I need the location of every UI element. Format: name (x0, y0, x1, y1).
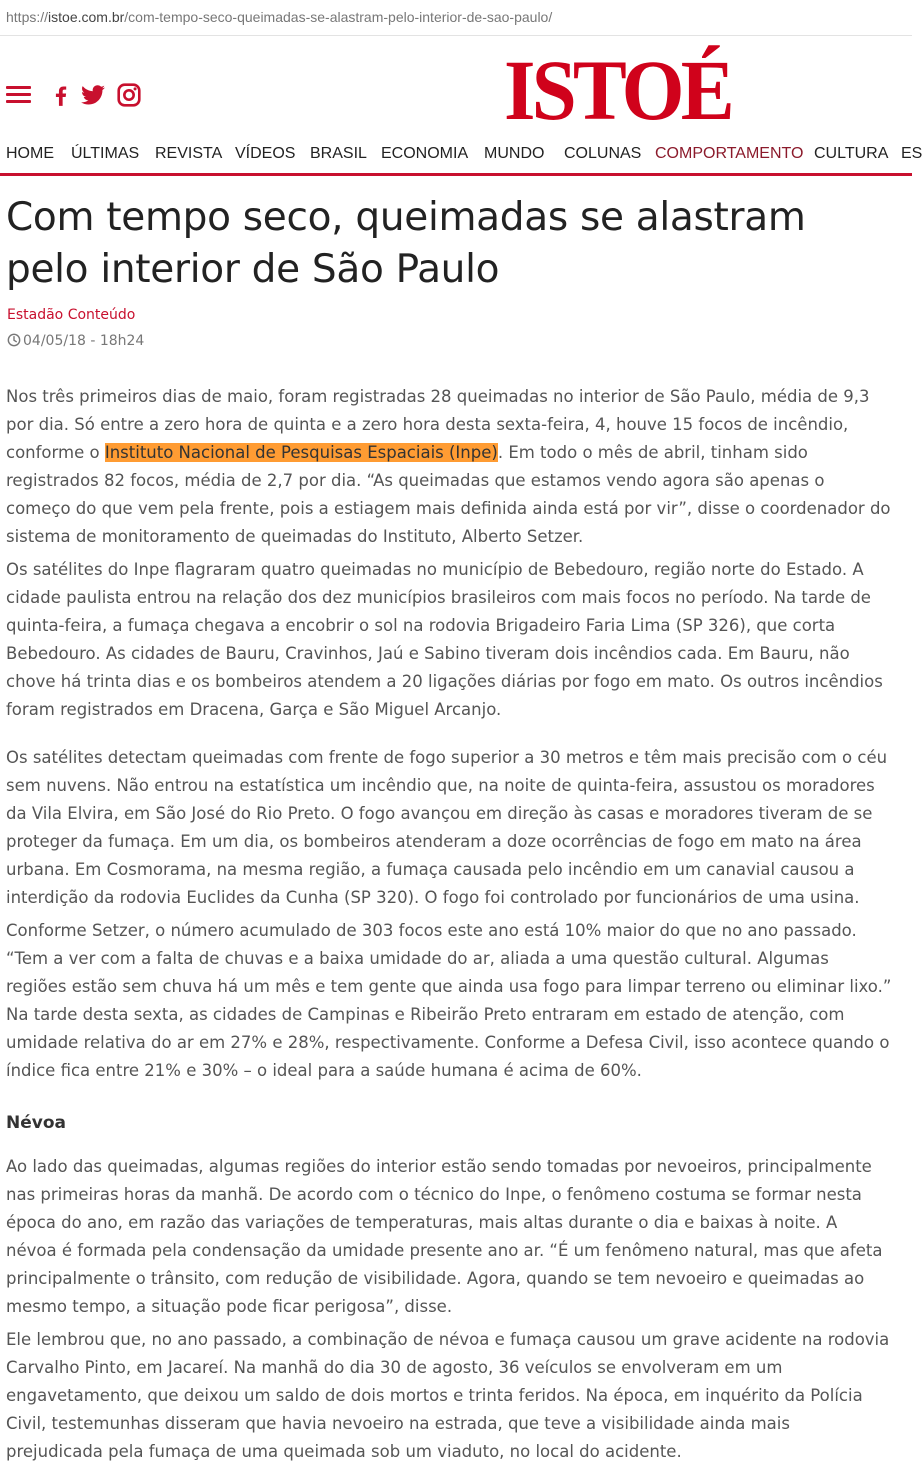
site-header (0, 36, 912, 136)
article-subheading: Névoa (6, 1113, 66, 1133)
article-paragraph: Os satélites do Inpe flagraram quatro queimadas no município de Bebedouro, região norte do Estado. A cidade paulista entrou na relação dos dez municípios brasileiros com mais focos no período. Na tarde de quinta-feira, a fumaça chegava a encobrir o sol na rodovia Brigadeiro Faria Lima (SP 326), que corta Bebedouro. As cidades de Bauru, Cravinhos, Jaú e Sabino tiveram dois incêndios cada. Em Bauru, não chove há trinta dias e os bombeiros atendem a 20 ligações diárias por fogo em mato. Os outros incêndios foram registrados em Dracena, Garça e São Miguel Arcanjo. (6, 560, 883, 719)
main-nav (0, 138, 922, 176)
url-scheme: https:// (6, 9, 49, 25)
url-path: /com-tempo-seco-queimadas-se-alastram-pelo-interior-de-sao-paulo/ (124, 9, 553, 25)
nav-item-home[interactable]: HOME (6, 145, 54, 162)
article-paragraph: Ao lado das queimadas, algumas regiões do interior estão sendo tomadas por nevoeiros, principalmente nas primeiras horas da manhã. De acordo com o técnico do Inpe, o fenômeno costuma se formar nesta época do ano, em razão das variações de temperaturas, mais altas durante o dia e baixas à noite. A névoa é formada pela condensação da umidade presente ano ar. “É um fenômeno natural, mas que afeta principalmente o trânsito, com redução de visibilidade. Agora, quando se tem nevoeiro e queimadas ao mesmo tempo, a situação pode ficar perigosa”, disse. (6, 1157, 883, 1316)
url-text[interactable] (6, 9, 552, 25)
nav-item-mundo[interactable]: MUNDO (484, 145, 545, 162)
url-host: istoe.com.br (48, 9, 125, 25)
highlighted-text: Instituto Nacional de Pesquisas Espaciais (Inpe) (104, 443, 498, 462)
clock-icon (7, 333, 21, 347)
paragraph-text: . Em todo o mês de abril, tinham sido registrados 82 focos, média de 2,7 por dia. “As queimadas que estamos vendo agora são apenas o começo do que vem pela frente, pois a estiagem mais definida ainda está por vir”, disse o coordenador do sistema de monitoramento de queimadas do Instituto, Alberto Setzer. (6, 443, 891, 546)
article-paragraph (6, 383, 892, 551)
menu-icon[interactable] (6, 86, 31, 104)
facebook-icon[interactable] (48, 82, 74, 108)
nav-item-colunas[interactable]: COLUNAS (564, 145, 642, 162)
istoe-logo[interactable]: ISTOÉ (504, 42, 731, 138)
paragraph-text: Nos três primeiros dias de maio, foram registradas 28 queimadas no interior de São Paulo, média de 9,3 por dia. Só entre a zero hora de quinta e a zero hora desta sexta-feira, 4, houve 15 focos de incêndio, conforme o (6, 387, 870, 462)
nav-item-esportes[interactable]: ES (901, 145, 922, 162)
article-date-text: 04/05/18 - 18h24 (23, 333, 145, 349)
address-bar[interactable] (0, 0, 912, 36)
article-date (7, 333, 144, 349)
article-body (6, 383, 892, 1466)
nav-item-ultimas[interactable]: ÚLTIMAS (71, 145, 140, 162)
twitter-icon[interactable] (80, 82, 106, 108)
article-paragraph: Ele lembrou que, no ano passado, a combinação de névoa e fumaça causou um grave acidente na rodovia Carvalho Pinto, em Jacareí. Na manhã do dia 30 de agosto, 36 veículos se envolveram em um engavetamento, que deixou um saldo de dois mortos e trinta feridos. Na época, em inquérito da Polícia Civil, testemunhas disseram que havia nevoeiro na estrada, que teve a visibilidade ainda mais prejudicada pela fumaça de uma queimada sob um viaduto, no local do acidente. (6, 1330, 890, 1461)
nav-item-cultura[interactable]: CULTURA (814, 145, 889, 162)
nav-item-comportamento[interactable]: COMPORTAMENTO (655, 145, 804, 162)
article-title: Com tempo seco, queimadas se alastram pelo interior de São Paulo (6, 195, 806, 292)
nav-item-videos[interactable]: VÍDEOS (235, 145, 296, 162)
article-paragraph: Conforme Setzer, o número acumulado de 303 focos este ano está 10% maior do que no ano passado. “Tem a ver com a falta de chuvas e a baixa umidade do ar, aliada a uma questão cultural. Algumas regiões estão sem chuva há um mês e tem gente que ainda usa fogo para limpar terreno ou eliminar lixo.” Na tarde desta sexta, as cidades de Campinas e Ribeirão Preto entraram em estado de atenção, com umidade relativa do ar em 27% e 28%, respectivamente. Conforme a Defesa Civil, isso acontece quando o índice fica entre 21% e 30% – o ideal para a saúde humana é acima de 60%. (6, 921, 892, 1080)
article-author[interactable]: Estadão Conteúdo (7, 307, 136, 323)
instagram-icon[interactable] (116, 82, 142, 108)
nav-item-economia[interactable]: ECONOMIA (381, 145, 469, 162)
nav-item-revista[interactable]: REVISTA (155, 145, 223, 162)
nav-item-brasil[interactable]: BRASIL (310, 145, 367, 162)
article-paragraph: Os satélites detectam queimadas com frente de fogo superior a 30 metros e têm mais precisão com o céu sem nuvens. Não entrou na estatística um incêndio que, na noite de quinta-feira, assustou os moradores da Vila Elvira, em São José do Rio Preto. O fogo avançou em direção às casas e moradores tiveram de se proteger da fumaça. Em um dia, os bombeiros atenderam a doze ocorrências de fogo em mato na área urbana. Em Cosmorama, na mesma região, a fumaça causada pelo incêndio em um canavial causou a interdição da rodovia Euclides da Cunha (SP 320). O fogo foi controlado por funcionários de uma usina. (6, 748, 888, 907)
